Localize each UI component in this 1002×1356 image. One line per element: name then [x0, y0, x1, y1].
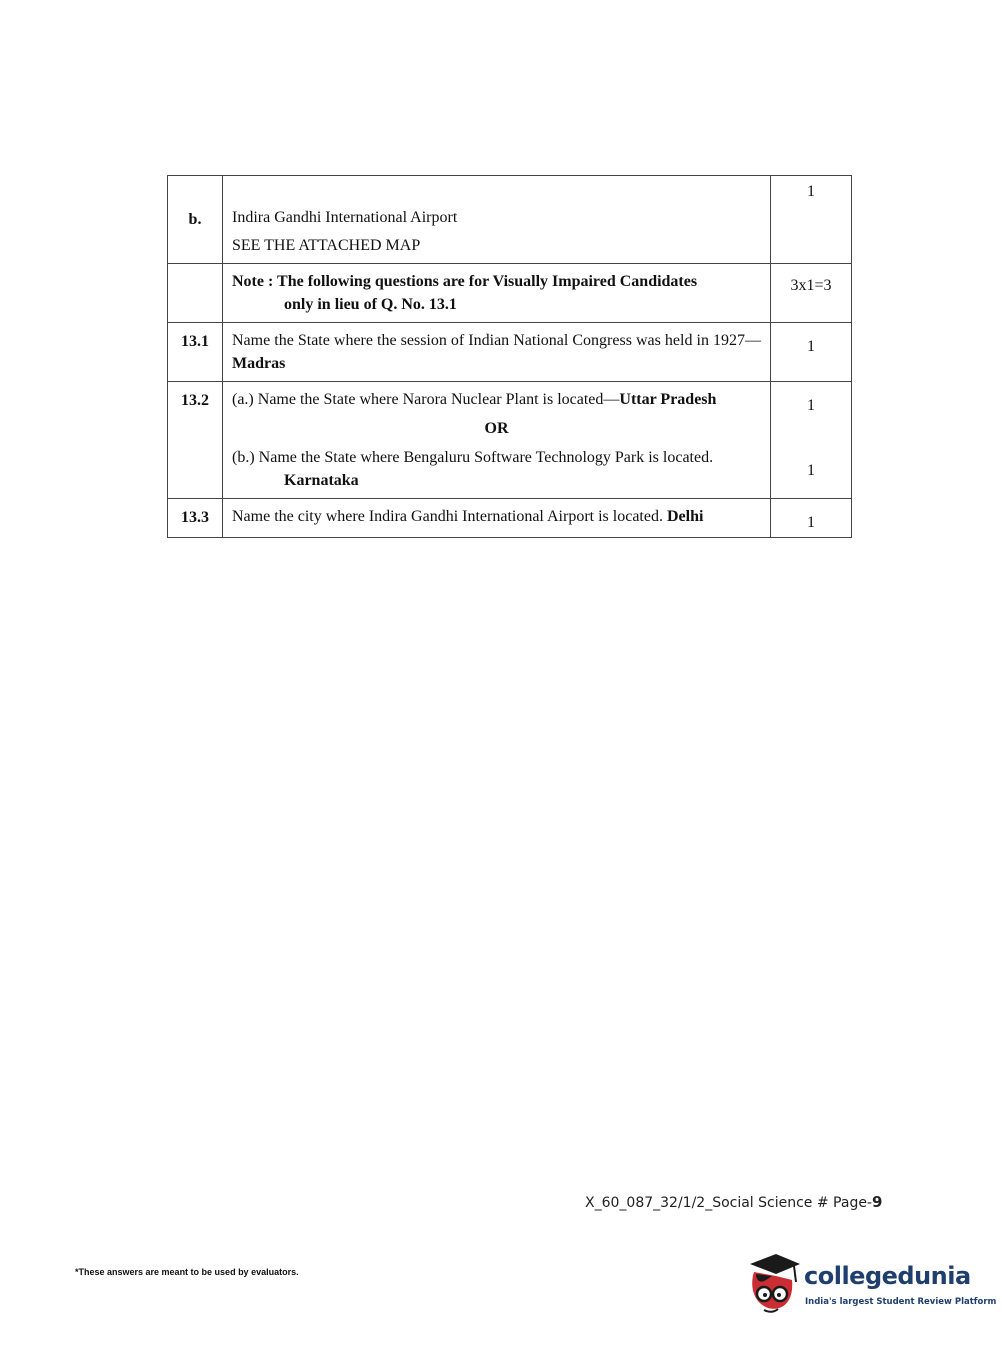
marks-value: 1 [807, 514, 815, 531]
marks-value: 3x1=3 [790, 277, 832, 294]
table-row [168, 264, 852, 323]
question-number-text: b. [188, 211, 202, 228]
question-text: (b.) Name the State where Bengaluru Software Technology Park is located. [232, 449, 714, 466]
question-number-text: 13.3 [181, 509, 209, 526]
note-text: Note : The following questions are for Visually Impaired Candidates [232, 273, 698, 290]
answer-line: SEE THE ATTACHED MAP [232, 237, 421, 254]
page-footer [585, 1193, 882, 1211]
answer-cell [223, 499, 771, 538]
question-number [168, 382, 223, 499]
marks-value: 1 [807, 397, 815, 414]
table-row [168, 323, 852, 382]
page-label: X_60_087_32/1/2_Social Science # Page- [585, 1195, 872, 1211]
mascot-icon [742, 1250, 802, 1320]
question-number-text: 13.1 [181, 333, 209, 350]
question-number-text: 13.2 [181, 392, 209, 409]
answer-table [167, 175, 852, 538]
answer-text: Karnataka [284, 472, 359, 489]
question-number [168, 264, 223, 323]
marks-cell [771, 382, 852, 499]
note-cell [223, 264, 771, 323]
collegedunia-logo [742, 1250, 997, 1320]
or-separator: OR [484, 420, 509, 437]
marks-value: 1 [807, 183, 815, 200]
answer-text: Delhi [666, 508, 704, 525]
marks-value: 1 [807, 462, 815, 479]
question-number [168, 499, 223, 538]
marks-cell [771, 499, 852, 538]
marks-value: 1 [807, 338, 815, 355]
logo-wordmark: collegedunia [804, 1262, 971, 1290]
page-number: 9 [872, 1193, 883, 1211]
note-text-cont: only in lieu of Q. No. 13.1 [284, 296, 457, 313]
table-row [168, 499, 852, 538]
question-text: Name the city where Indira Gandhi International Airport is located. [232, 508, 667, 525]
table-row [168, 176, 852, 264]
marks-cell [771, 264, 852, 323]
logo-tagline: India's largest Student Review Platform [805, 1297, 997, 1307]
marks-cell [771, 176, 852, 264]
question-text: (a.) Name the State where Narora Nuclear Plant is located— [232, 391, 620, 408]
marks-cell [771, 323, 852, 382]
answer-cell [223, 323, 771, 382]
question-text: Name the State where the session of Indian National Congress was held in 1927— [232, 332, 761, 349]
question-number [168, 176, 223, 264]
answer-text: Madras [232, 355, 286, 372]
answer-line: Indira Gandhi International Airport [232, 209, 458, 226]
evaluator-note: *These answers are meant to be used by evaluators. [75, 1267, 299, 1277]
table-row [168, 382, 852, 499]
question-number [168, 323, 223, 382]
answer-cell [223, 176, 771, 264]
answer-cell [223, 382, 771, 499]
answer-text: Uttar Pradesh [619, 391, 717, 408]
